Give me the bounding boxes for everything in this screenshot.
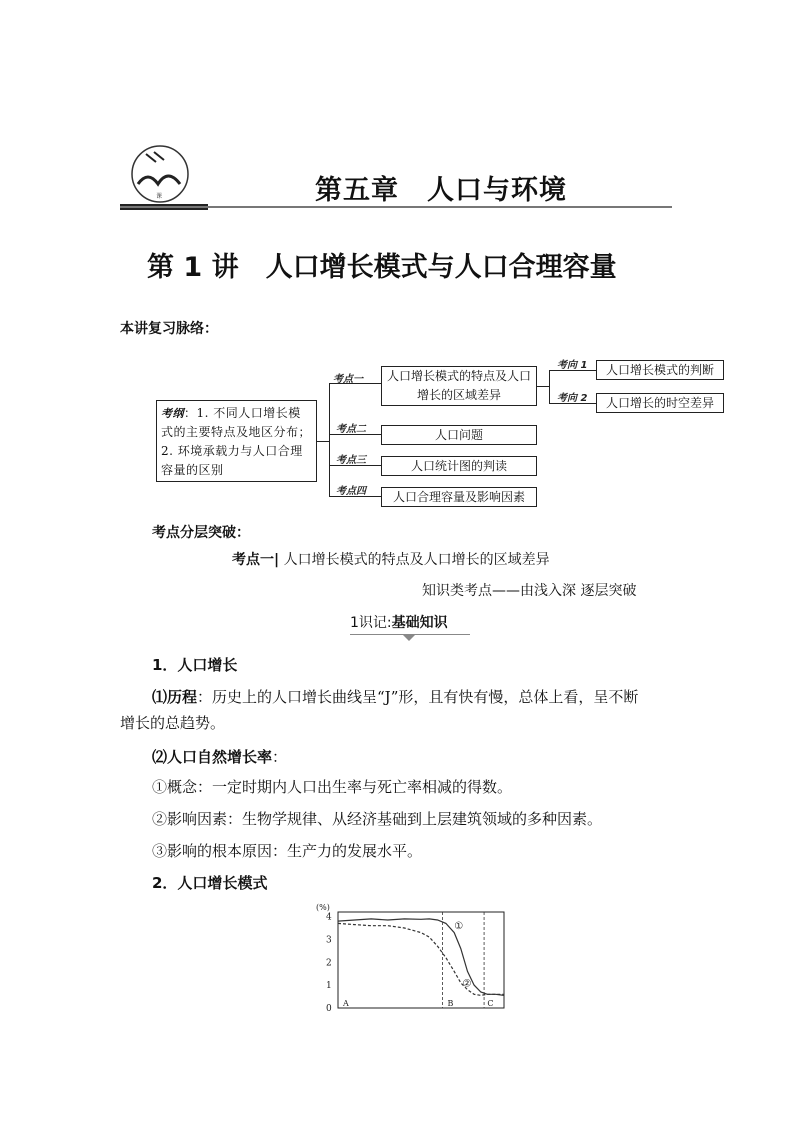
section-label: 考点分层突破： bbox=[152, 525, 250, 541]
series-label: ① bbox=[454, 921, 464, 933]
series-line-2 bbox=[338, 923, 504, 995]
key-point-type: 知识类考点——由浅入深 逐层突破 bbox=[422, 583, 637, 599]
history-label: ⑴历程 bbox=[152, 688, 198, 706]
outline-text: ：1. 不同人口增长模式的主要特点及地区分布；2. 环境承载力与人口合理容量的区别 bbox=[161, 406, 312, 477]
chapter-logo-icon bbox=[118, 140, 208, 212]
point-tag: 考点二 bbox=[336, 424, 366, 435]
lecture-title: 第 1 讲 人口增长模式与人口合理容量 bbox=[147, 252, 617, 283]
natural-rate-label: ⑵人口自然增长率 bbox=[152, 748, 273, 766]
stage-label: A bbox=[342, 999, 349, 1008]
y-tick-label: 3 bbox=[326, 935, 332, 946]
banner-arrow-icon bbox=[403, 635, 415, 641]
connector-line bbox=[549, 370, 550, 404]
stage-label: C bbox=[487, 999, 494, 1008]
point-box-2: 人口问题 bbox=[381, 425, 537, 445]
y-tick-label: 4 bbox=[326, 912, 332, 923]
point-tag: 考点三 bbox=[336, 455, 366, 466]
heading-population-growth: 1．人口增长 bbox=[152, 656, 238, 674]
stage-label: B bbox=[447, 999, 454, 1008]
key-point-number: 考点一| bbox=[232, 552, 280, 568]
heading-growth-model: 2．人口增长模式 bbox=[152, 874, 268, 892]
history-text: ：历史上的人口增长曲线呈“J”形，且有快有慢，总体上看，呈不断 bbox=[197, 688, 639, 706]
paragraph-concept: ①概念：一定时期内人口出生率与死亡率相减的得数。 bbox=[152, 778, 513, 796]
connector-line bbox=[329, 383, 330, 496]
key-point-heading bbox=[232, 549, 550, 569]
outline-box bbox=[156, 400, 317, 482]
basic-knowledge-banner bbox=[350, 612, 448, 632]
paragraph-factors: ②影响因素：生物学规律、从经济基础到上层建筑领域的多种因素。 bbox=[152, 810, 603, 828]
key-point-title: 人口增长模式的特点及人口增长的区域差异 bbox=[279, 552, 550, 568]
y-tick-label: 2 bbox=[326, 958, 332, 969]
banner-prefix: 1识记: bbox=[350, 615, 392, 631]
connector-line bbox=[537, 386, 549, 387]
svg-text:课: 课 bbox=[156, 193, 163, 200]
point-box-1: 人口增长模式的特点及人口增长的区域差异 bbox=[381, 366, 537, 406]
direction-tag: 考向 1 bbox=[557, 360, 588, 371]
point-tag: 考点四 bbox=[336, 486, 366, 497]
banner-title: 基础知识 bbox=[391, 615, 448, 631]
point-tag: 考点一 bbox=[333, 374, 363, 385]
chapter-rule bbox=[120, 206, 672, 208]
connector-line bbox=[317, 441, 329, 442]
growth-model-chart bbox=[312, 898, 512, 1018]
direction-tag: 考向 2 bbox=[557, 393, 588, 404]
series-label: ② bbox=[462, 978, 472, 990]
direction-box-1: 人口增长模式的判断 bbox=[596, 360, 724, 380]
paragraph-root-cause: ③影响的根本原因：生产力的发展水平。 bbox=[152, 842, 423, 860]
y-axis-label: (%) bbox=[316, 903, 330, 912]
direction-box-2: 人口增长的时空差异 bbox=[596, 393, 724, 413]
point-box-3: 人口统计图的判读 bbox=[381, 456, 537, 476]
paragraph-natural-rate: ⑵人口自然增长率： bbox=[152, 748, 288, 766]
paragraph-history-cont: 增长的总趋势。 bbox=[120, 714, 226, 732]
y-tick-label: 0 bbox=[326, 1004, 332, 1014]
point-box-4: 人口合理容量及影响因素 bbox=[381, 487, 537, 507]
series-line-1 bbox=[338, 919, 504, 996]
outline-tag: 考纲 bbox=[161, 407, 184, 420]
review-label: 本讲复习脉络： bbox=[120, 321, 218, 337]
chart-frame bbox=[338, 912, 504, 1008]
paragraph-history bbox=[120, 686, 680, 708]
y-tick-label: 1 bbox=[326, 981, 332, 992]
chapter-title: 第五章 人口与环境 bbox=[315, 175, 567, 206]
